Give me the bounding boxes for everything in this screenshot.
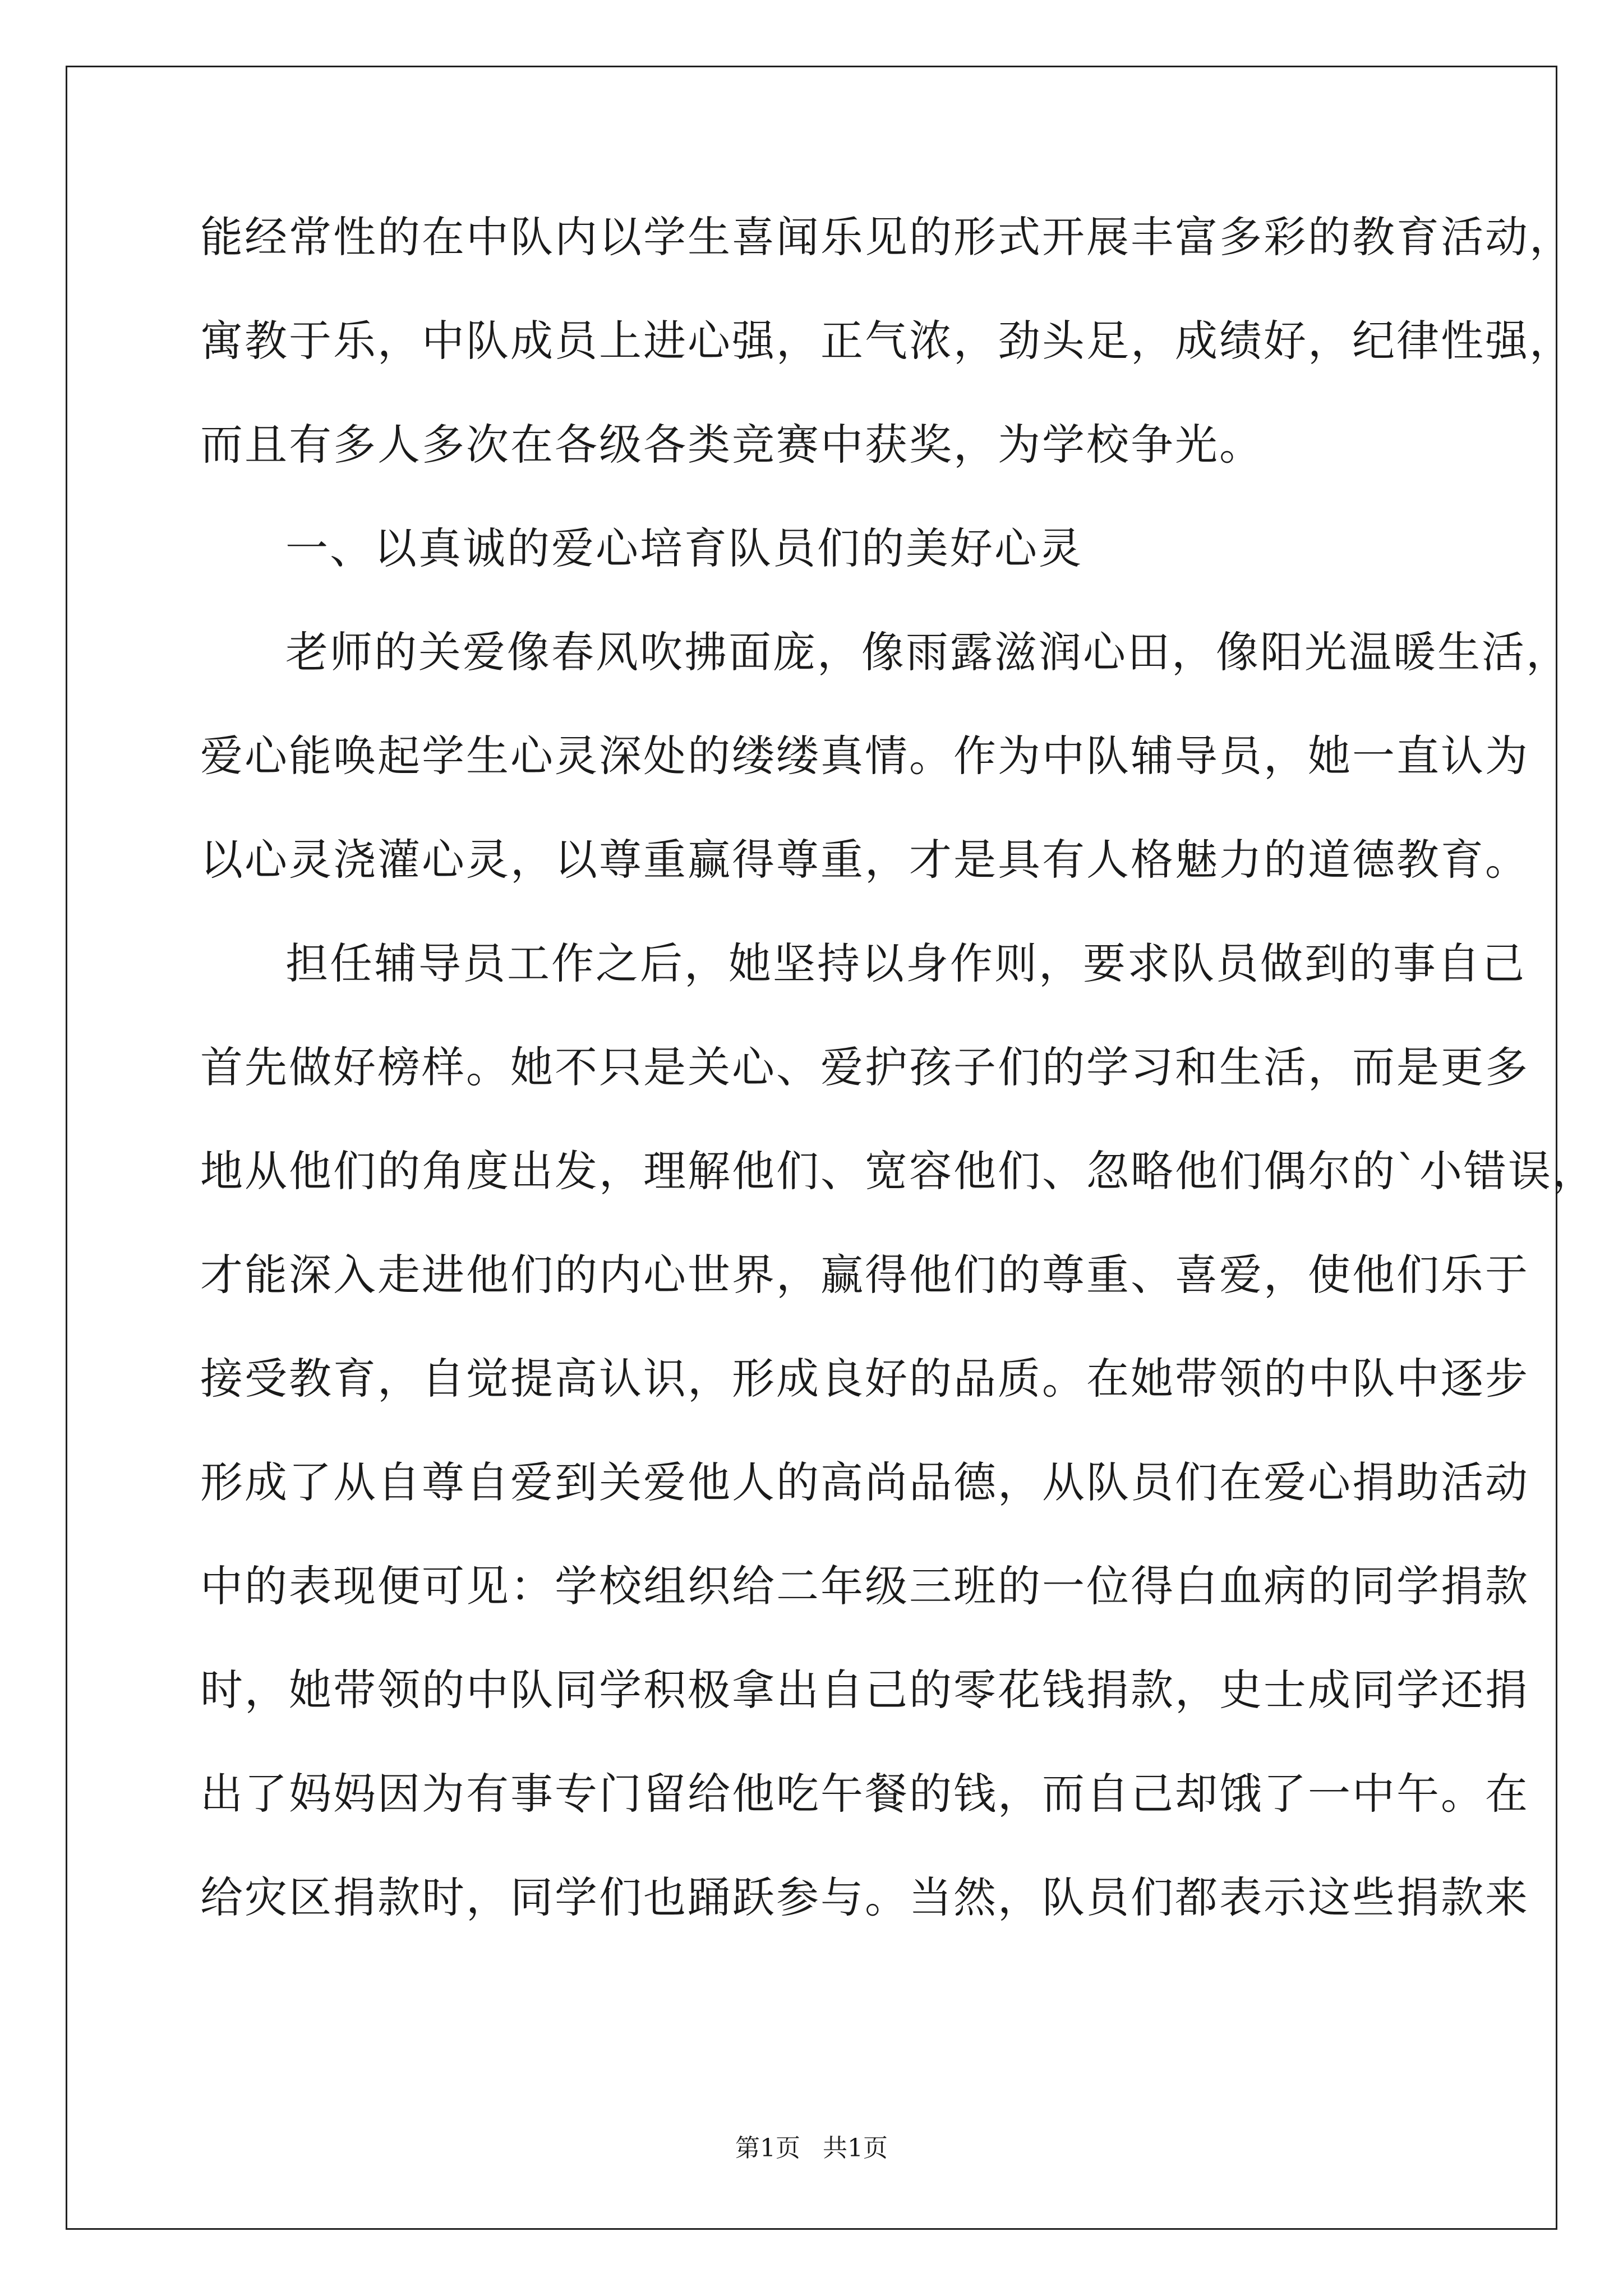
text-line: 形成了从自尊自爱到关爱他人的高尚品德，从队员们在爱心捐助活动 xyxy=(200,1457,1529,1507)
text-line: 中的表现便可见：学校组织给二年级三班的一位得白血病的同学捐款 xyxy=(200,1561,1529,1611)
page-footer xyxy=(0,2132,1623,2165)
text-line: 才能深入走进他们的内心世界，赢得他们的尊重、喜爱，使他们乐于 xyxy=(200,1250,1529,1300)
text-line: 以心灵浇灌心灵，以尊重赢得尊重，才是具有人格魅力的道德教育。 xyxy=(200,835,1529,885)
text-line: 担任辅导员工作之后，她坚持以身作则，要求队员做到的事自己 xyxy=(285,938,1526,988)
text-line: 出了妈妈因为有事专门留给他吃午餐的钱，而自己却饿了一中午。在 xyxy=(200,1769,1529,1819)
document-body xyxy=(200,185,1597,1949)
text-line: 老师的关爱像春风吹拂面庞，像雨露滋润心田，像阳光温暖生活， xyxy=(285,627,1570,677)
page-number-current: 第1页 xyxy=(735,2134,800,2162)
text-line: 爱心能唤起学生心灵深处的缕缕真情。作为中队辅导员，她一直认为 xyxy=(200,731,1529,781)
text-line: 寓教于乐，中队成员上进心强，正气浓，劲头足，成绩好，纪律性强， xyxy=(200,316,1574,366)
text-line: 而且有多人多次在各级各类竞赛中获奖，为学校争光。 xyxy=(200,420,1264,470)
text-line: 给灾区捐款时，同学们也踊跃参与。当然，队员们都表示这些捐款来 xyxy=(200,1872,1529,1922)
text-line: 地从他们的角度出发，理解他们、宽容他们、忽略他们偶尔的`小错误， xyxy=(200,1146,1597,1196)
text-line: 接受教育，自觉提高认识，形成良好的品质。在她带领的中队中逐步 xyxy=(200,1354,1529,1404)
text-line: 能经常性的在中队内以学生喜闻乐见的形式开展丰富多彩的教育活动， xyxy=(200,212,1574,262)
page-number-total: 共1页 xyxy=(823,2134,888,2162)
section-heading: 一、以真诚的爱心培育队员们的美好心灵 xyxy=(285,523,1083,573)
text-line: 首先做好榜样。她不只是关心、爱护孩子们的学习和生活，而是更多 xyxy=(200,1042,1529,1092)
text-line: 时，她带领的中队同学积极拿出自己的零花钱捐款，史士成同学还捐 xyxy=(200,1665,1529,1715)
